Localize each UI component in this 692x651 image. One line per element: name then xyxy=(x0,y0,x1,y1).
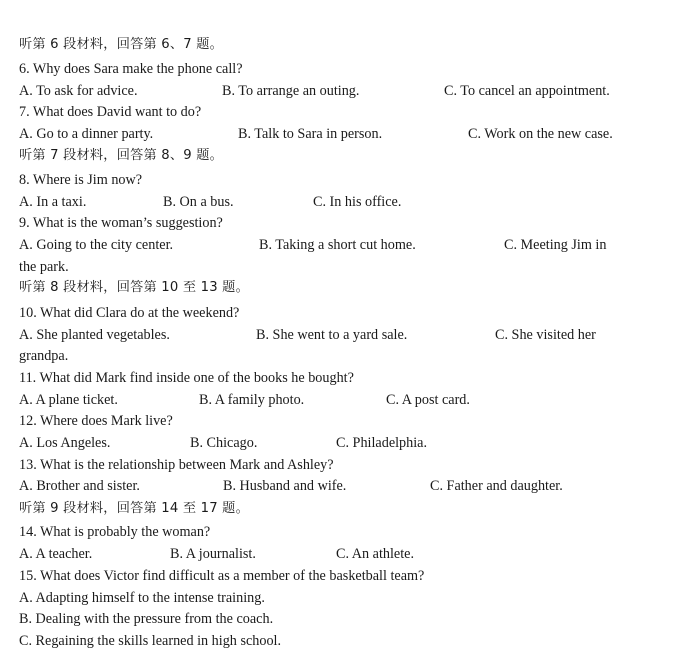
answer-option-a: A. Go to a dinner party. xyxy=(19,126,154,142)
section-heading: 听第 7 段材料，回答第 8、9 题。 xyxy=(19,148,223,163)
options-row xyxy=(19,326,679,344)
options-row xyxy=(19,477,679,495)
answer-option-b: B. Taking a short cut home. xyxy=(259,237,416,253)
question-text: 13. What is the relationship between Mark and Ashley? xyxy=(19,457,334,473)
question-text: 12. Where does Mark live? xyxy=(19,413,173,429)
question-text: 9. What is the woman’s suggestion? xyxy=(19,215,223,231)
question-text: the park. xyxy=(19,259,69,275)
answer-option-b: B. A family photo. xyxy=(199,392,305,408)
options-row xyxy=(19,236,679,254)
question-text: grandpa. xyxy=(19,348,69,364)
options-row xyxy=(19,545,679,563)
answer-option-c: C. In his office. xyxy=(313,194,402,210)
answer-option-b: B. Talk to Sara in person. xyxy=(238,126,383,142)
answer-option-a: A. A teacher. xyxy=(19,546,93,562)
answer-option-c: C. She visited her xyxy=(495,327,596,343)
section-heading: 听第 9 段材料，回答第 14 至 17 题。 xyxy=(19,501,249,516)
answer-option-a: A. She planted vegetables. xyxy=(19,327,170,343)
question-text: 15. What does Victor find difficult as a member of the basketball team? xyxy=(19,568,425,584)
answer-option-c: C. Meeting Jim in xyxy=(504,237,607,253)
answer-option-b: B. Chicago. xyxy=(190,435,258,451)
answer-option-c: C. Father and daughter. xyxy=(430,478,563,494)
answer-option-a: A. Los Angeles. xyxy=(19,435,111,451)
answer-option-a: A. Brother and sister. xyxy=(19,478,140,494)
answer-option-a: A. To ask for advice. xyxy=(19,83,138,99)
question-text: 6. Why does Sara make the phone call? xyxy=(19,61,243,77)
options-row xyxy=(19,391,679,409)
question-text: 7. What does David want to do? xyxy=(19,104,202,120)
question-text: A. Adapting himself to the intense training. xyxy=(19,590,265,606)
options-row xyxy=(19,434,679,452)
answer-option-c: C. An athlete. xyxy=(336,546,415,562)
answer-option-c: C. Philadelphia. xyxy=(336,435,428,451)
answer-option-b: B. On a bus. xyxy=(163,194,234,210)
answer-option-a: A. Going to the city center. xyxy=(19,237,174,253)
answer-option-b: B. To arrange an outing. xyxy=(222,83,360,99)
options-row xyxy=(19,82,679,100)
question-text: 14. What is probably the woman? xyxy=(19,524,211,540)
question-text: C. Regaining the skills learned in high school. xyxy=(19,633,282,649)
question-text: 8. Where is Jim now? xyxy=(19,172,143,188)
options-row xyxy=(19,193,679,211)
options-row xyxy=(19,125,679,143)
question-text: B. Dealing with the pressure from the coach. xyxy=(19,611,274,627)
answer-option-c: C. To cancel an appointment. xyxy=(444,83,610,99)
answer-option-a: A. A plane ticket. xyxy=(19,392,118,408)
question-text: 11. What did Mark find inside one of the books he bought? xyxy=(19,370,354,386)
answer-option-b: B. Husband and wife. xyxy=(223,478,347,494)
answer-option-c: C. Work on the new case. xyxy=(468,126,613,142)
section-heading: 听第 6 段材料，回答第 6、7 题。 xyxy=(19,37,223,52)
answer-option-b: B. She went to a yard sale. xyxy=(256,327,408,343)
answer-option-b: B. A journalist. xyxy=(170,546,256,562)
section-heading: 听第 8 段材料，回答第 10 至 13 题。 xyxy=(19,280,249,295)
question-text: 10. What did Clara do at the weekend? xyxy=(19,305,240,321)
answer-option-a: A. In a taxi. xyxy=(19,194,87,210)
answer-option-c: C. A post card. xyxy=(386,392,470,408)
